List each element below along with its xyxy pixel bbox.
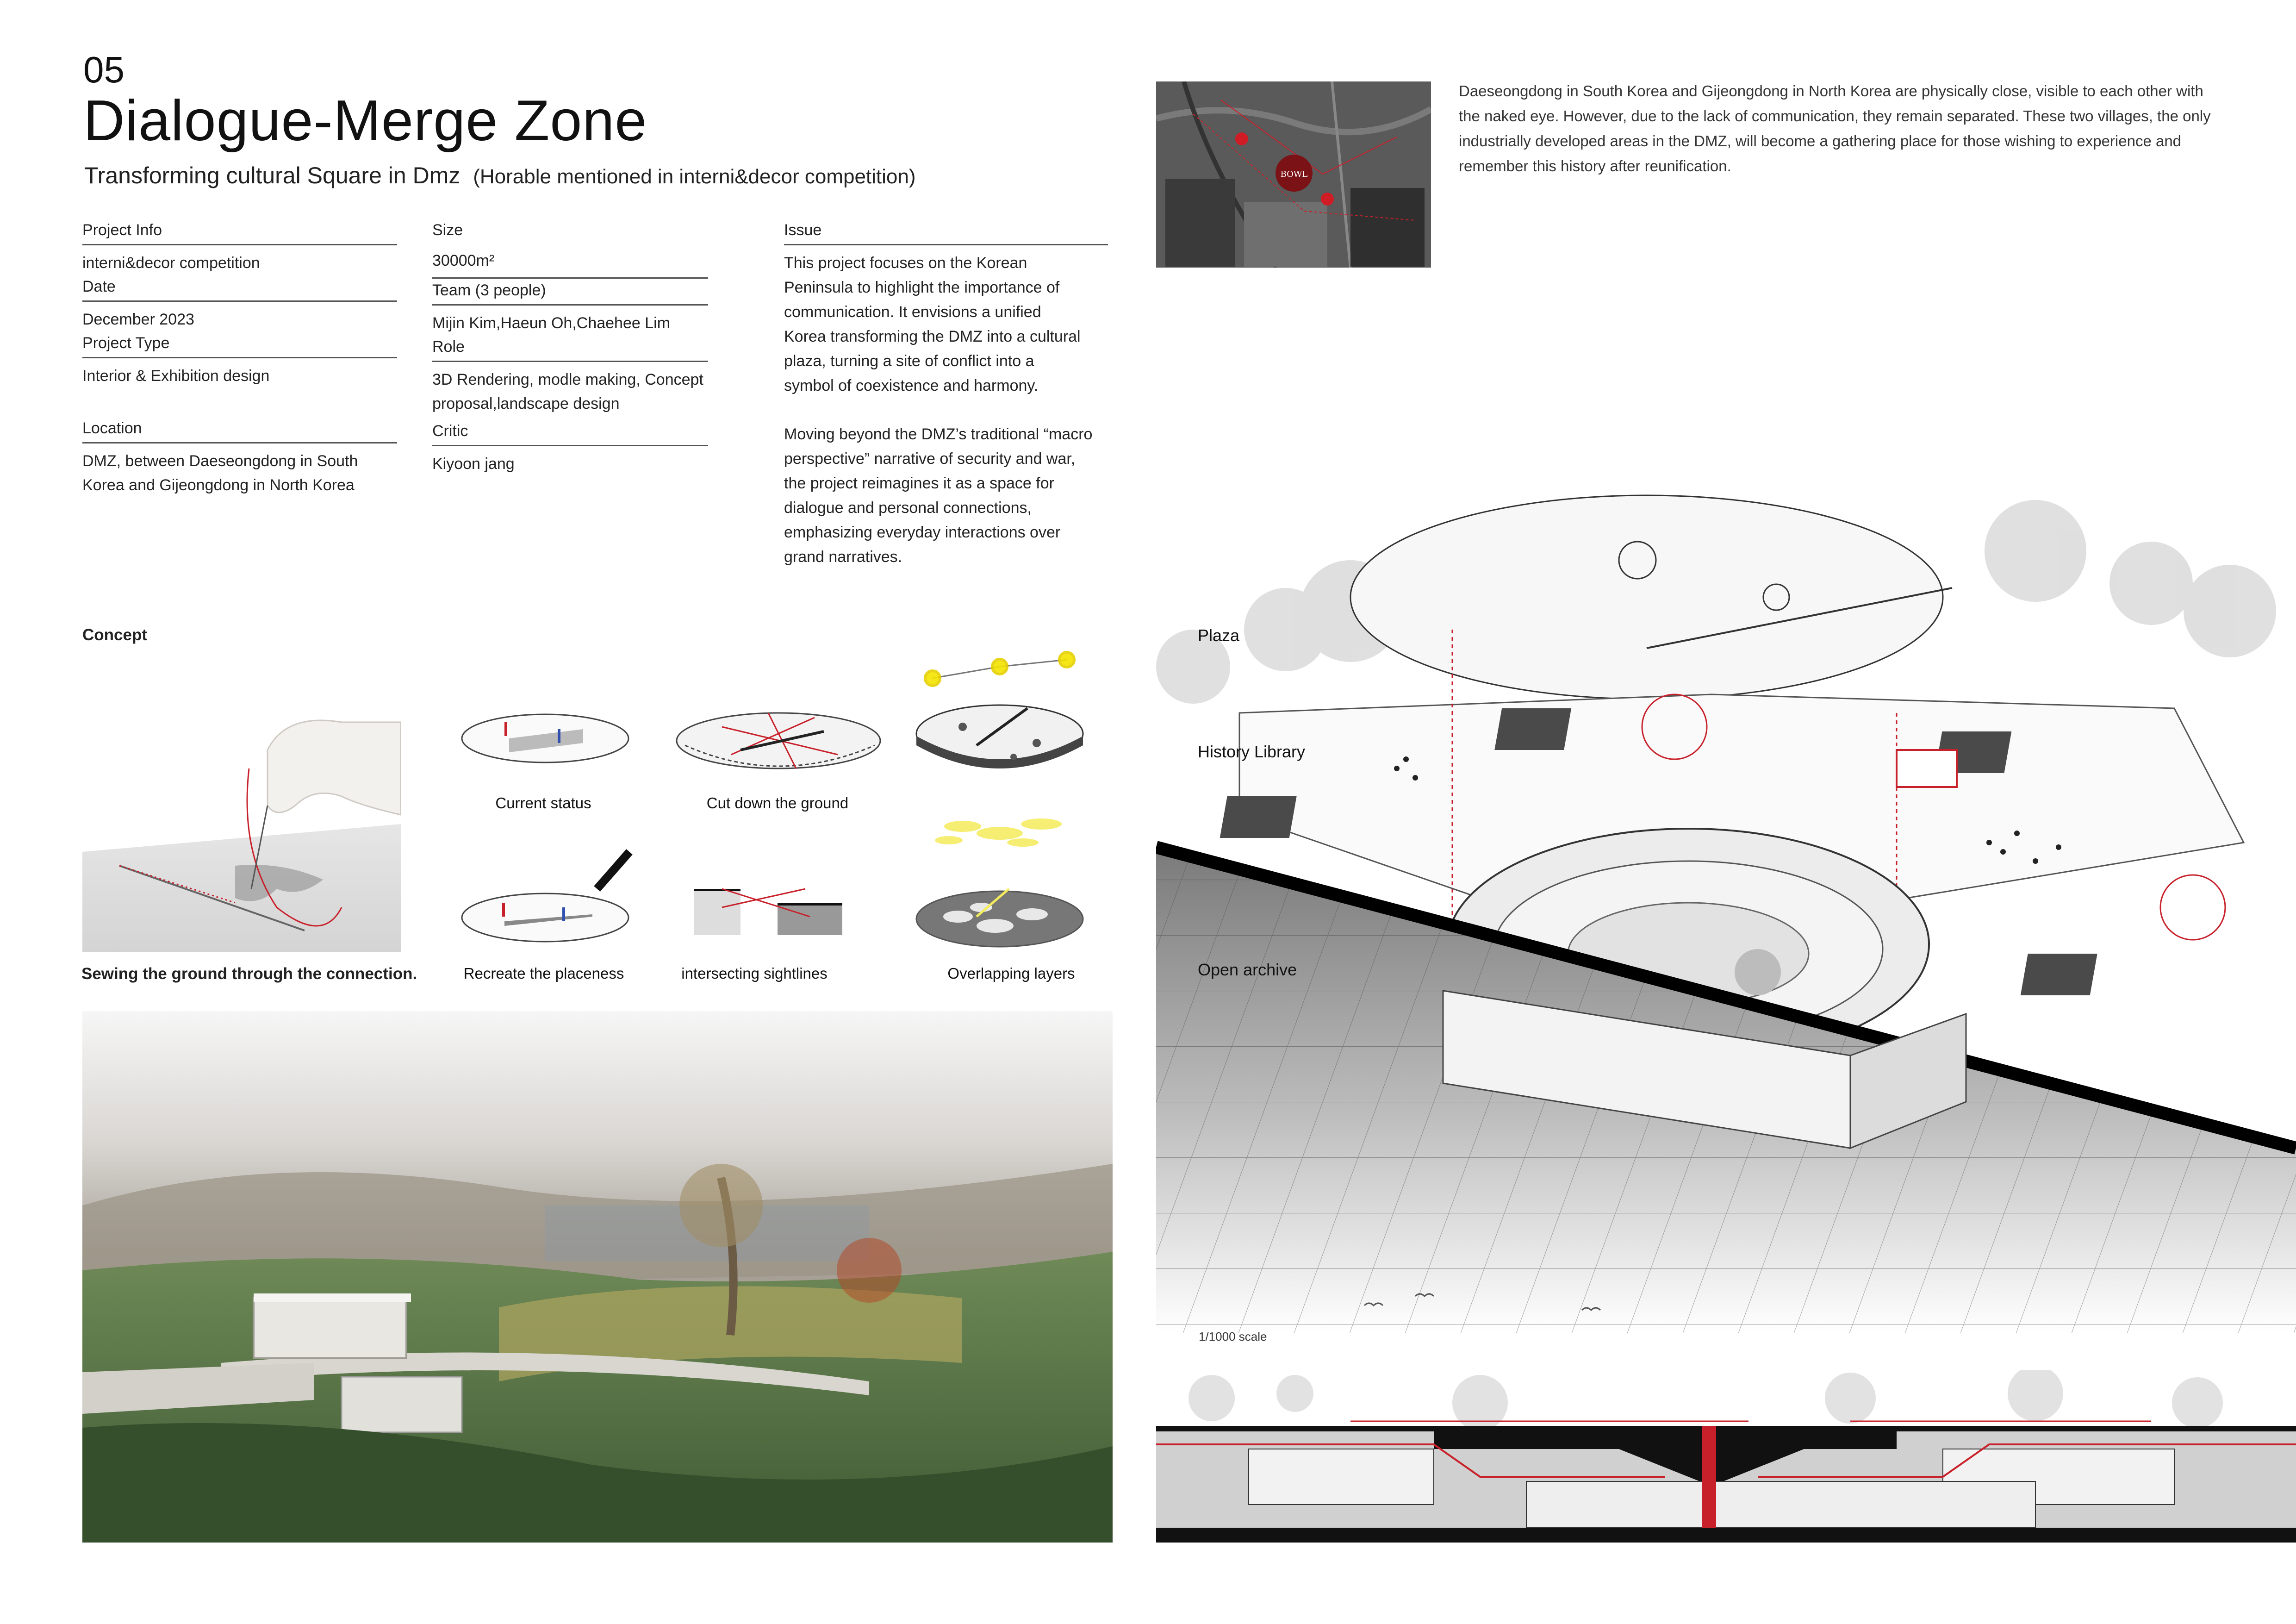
site-map-collage — [1156, 81, 1431, 268]
info-value: Mijin Kim,Haeun Oh,Chaehee Lim — [432, 314, 671, 332]
diagram-sun-path — [916, 652, 1083, 768]
subtitle-note: (Horable mentioned in interni&decor competition) — [473, 165, 916, 188]
page-title: Dialogue-Merge Zone — [83, 89, 647, 153]
intro-text: Daeseongdong in South Korea and Gijeongdong in North Korea are physically close, visible to each other with the naked eye. However, due to the lack of communication, they remain separated. These two villages, the only industrially developed areas in the DMZ, will become a gathering place for those wishing to experience and remember this history after reunification. — [1459, 82, 2211, 175]
project-number: 05 — [83, 49, 124, 90]
info-label: Critic — [432, 422, 708, 446]
section-drawing — [1156, 1370, 2296, 1543]
diagram-yellow-layers — [935, 818, 1062, 847]
perspective-rendering — [82, 1011, 1113, 1543]
caption-current-status: Current status — [495, 794, 591, 812]
diagram-overlapping-layers — [916, 889, 1083, 947]
info-label: Project Info — [82, 221, 397, 245]
info-label: Team (3 people) — [432, 281, 708, 306]
map-label: BOWL — [1280, 169, 1308, 179]
info-value: DMZ, between Daeseongdong in South Korea and Gijeongdong in North Korea — [82, 452, 358, 494]
info-label: Date — [82, 278, 397, 302]
info-col-1 — [82, 221, 397, 497]
caption-recreate-placeness: Recreate the placeness — [463, 965, 624, 982]
info-label: Project Type — [82, 334, 397, 358]
issue-label: Issue — [784, 221, 1108, 245]
label-open-archive: Open archive — [1198, 960, 1297, 979]
info-label: Role — [432, 338, 708, 362]
diagram-recreate-placeness — [462, 852, 629, 942]
concept-title: Concept — [82, 626, 147, 644]
info-value: December 2023 — [82, 311, 194, 328]
info-col-2 — [432, 221, 708, 476]
info-value: interni&decor competition — [82, 254, 260, 272]
page-subtitle — [84, 162, 916, 189]
info-value: Interior & Exhibition design — [82, 367, 270, 385]
issue-paragraph-2: Moving beyond the DMZ’s traditional “macro perspective” narrative of security and war, the project reimagines it as a space for dialogue and personal connections, emphasizing everyday interactions over grand narratives. — [784, 425, 1093, 566]
concept-diagrams — [444, 630, 1101, 954]
diagram-cut-ground — [677, 713, 880, 768]
caption-sightlines: intersecting sightlines — [681, 965, 828, 982]
issue-paragraph-1: This project focuses on the Korean Peninsula to highlight the importance of communication. It envisions a unified Korea transforming the DMZ into a cultural plaza, turning a site of conflict into a symbol of coexistence and harmony. — [784, 254, 1081, 394]
subtitle-text: Transforming cultural Square in Dmz — [84, 162, 460, 188]
info-value: 3D Rendering, modle making, Concept proposal,landscape design — [432, 371, 703, 412]
concept-main-caption: Sewing the ground through the connection. — [81, 965, 417, 983]
diagram-current-status — [462, 714, 628, 762]
caption-cut-ground: Cut down the ground — [706, 794, 849, 812]
label-plaza: Plaza — [1198, 626, 1240, 645]
info-value: Kiyoon jang — [432, 455, 515, 473]
diagram-sightlines — [694, 889, 842, 935]
concept-hand-image — [82, 713, 401, 952]
info-label: Size — [432, 221, 463, 239]
caption-overlapping-layers: Overlapping layers — [947, 965, 1075, 982]
section-scale: 1/1000 scale — [1199, 1330, 1267, 1343]
issue-column — [784, 221, 1108, 569]
label-history-library: History Library — [1198, 742, 1306, 761]
site-map-graphic — [1156, 81, 1431, 268]
axonometric-drawing — [1156, 491, 2296, 1333]
info-value: 30000m² — [432, 244, 708, 279]
info-label: Location — [82, 419, 397, 443]
